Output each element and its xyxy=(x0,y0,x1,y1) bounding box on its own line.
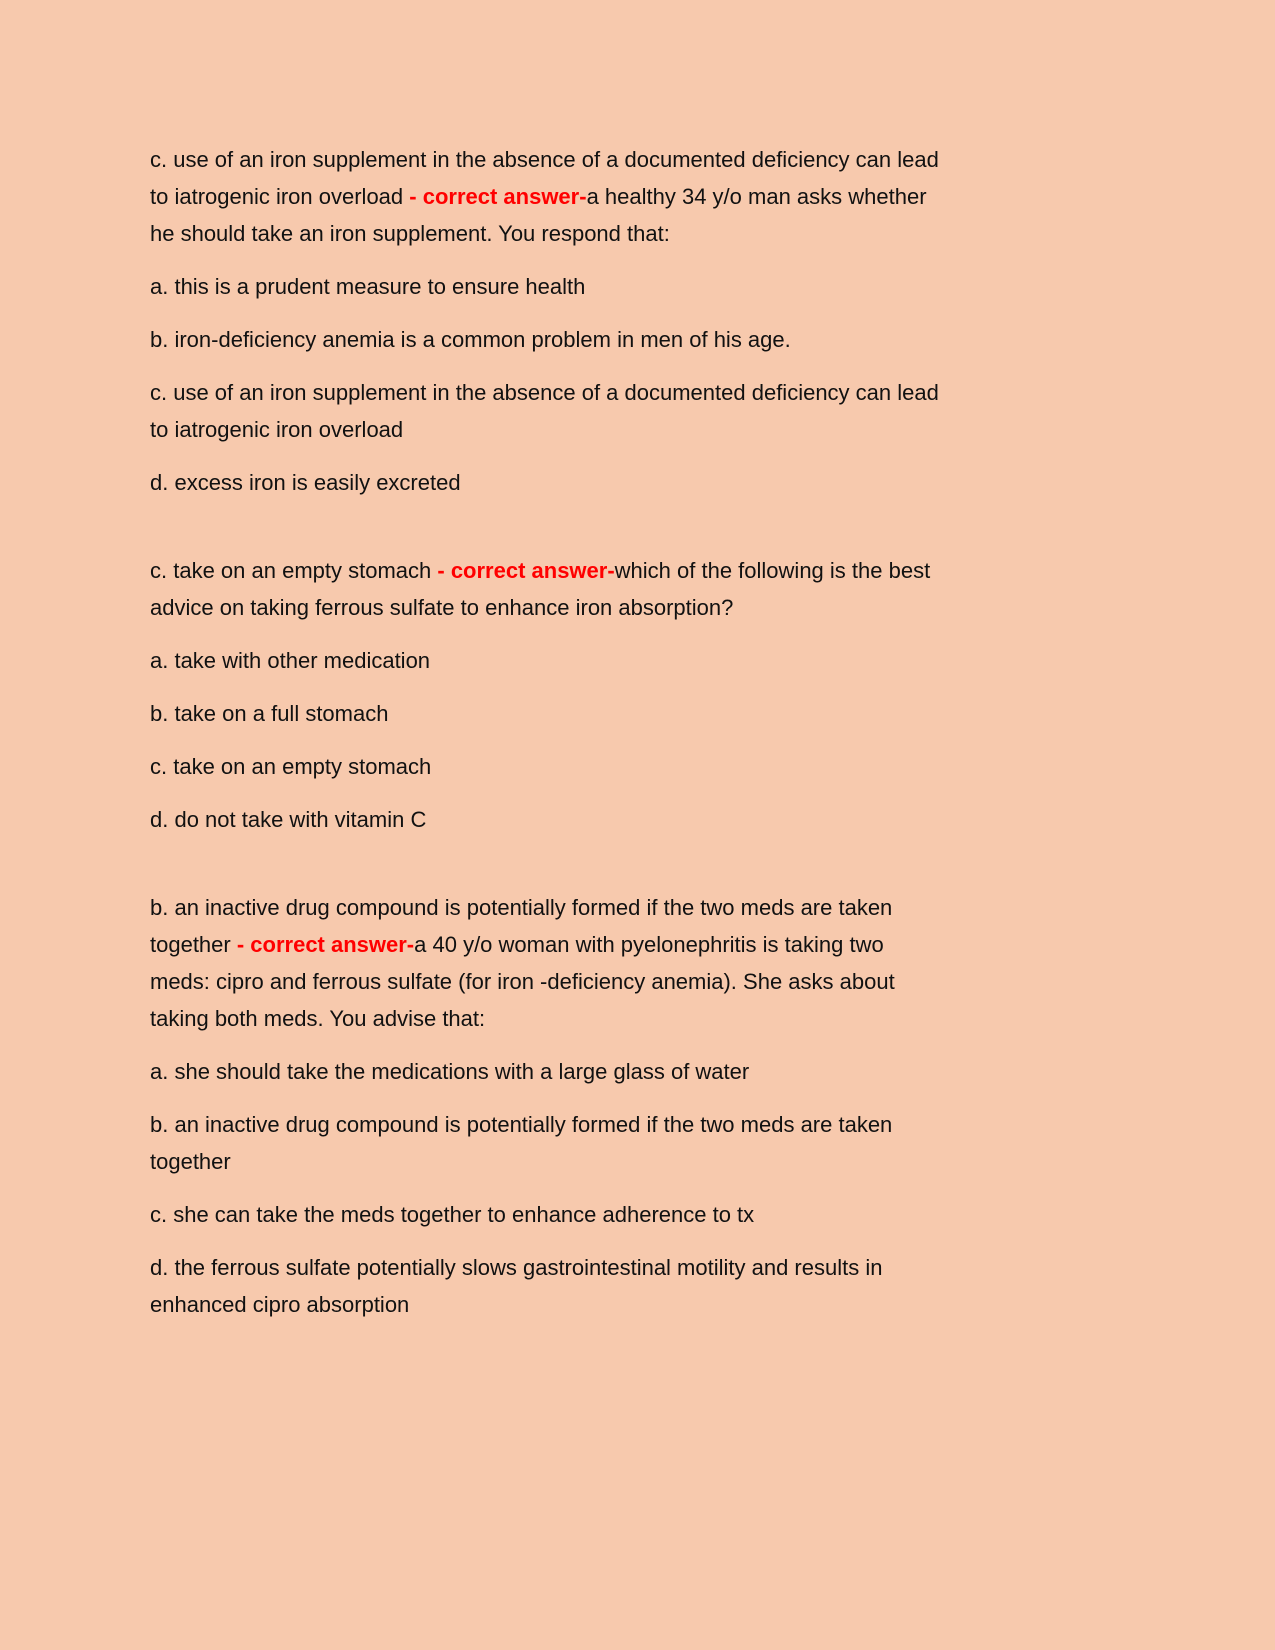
question-block-3 xyxy=(150,889,1130,1323)
option-text: a. this is a prudent measure to ensure health xyxy=(150,274,586,299)
option-text: c. use of an iron supplement in the absence of a documented deficiency can lead xyxy=(150,380,939,405)
question-header xyxy=(150,889,1130,1037)
option-text: c. she can take the meds together to enhance adherence to tx xyxy=(150,1202,755,1227)
question-header xyxy=(150,141,1130,252)
document-page xyxy=(150,141,1130,1374)
header-line: b. an inactive drug compound is potentially formed if the two meds are taken xyxy=(150,895,893,920)
correct-answer-marker: - correct answer- xyxy=(236,932,415,957)
header-line: he should take an iron supplement. You respond that: xyxy=(150,221,670,246)
answer-text: together xyxy=(150,932,237,957)
answer-text: to iatrogenic iron overload xyxy=(150,184,410,209)
option-a xyxy=(150,268,1130,305)
option-b xyxy=(150,695,1130,732)
option-text: d. excess iron is easily excreted xyxy=(150,470,461,495)
option-text: together xyxy=(150,1149,231,1174)
option-text: a. take with other medication xyxy=(150,648,431,673)
option-text: d. do not take with vitamin C xyxy=(150,807,427,832)
answer-text: c. take on an empty stomach xyxy=(150,558,438,583)
question-text: a healthy 34 y/o man asks whether xyxy=(586,184,927,209)
option-b xyxy=(150,1106,1130,1180)
question-text: a 40 y/o woman with pyelonephritis is taking two xyxy=(414,932,884,957)
option-text: a. she should take the medications with a large glass of water xyxy=(150,1059,750,1084)
option-a xyxy=(150,642,1130,679)
option-text: b. take on a full stomach xyxy=(150,701,389,726)
question-block-2 xyxy=(150,552,1130,838)
header-line: c. use of an iron supplement in the absence of a documented deficiency can lead xyxy=(150,147,939,172)
option-text: b. an inactive drug compound is potentially formed if the two meds are taken xyxy=(150,1112,893,1137)
option-d xyxy=(150,801,1130,838)
header-line xyxy=(150,926,1130,963)
question-block-1 xyxy=(150,141,1130,501)
option-d xyxy=(150,464,1130,501)
question-header xyxy=(150,552,1130,626)
option-text: c. take on an empty stomach xyxy=(150,754,432,779)
option-d xyxy=(150,1249,1130,1323)
option-c xyxy=(150,1196,1130,1233)
header-line: meds: cipro and ferrous sulfate (for iron -deficiency anemia). She asks about xyxy=(150,969,895,994)
header-line: taking both meds. You advise that: xyxy=(150,1006,486,1031)
option-text: enhanced cipro absorption xyxy=(150,1292,410,1317)
correct-answer-marker: - correct answer- xyxy=(409,184,587,209)
option-text: d. the ferrous sulfate potentially slows gastrointestinal motility and results in xyxy=(150,1255,883,1280)
header-line xyxy=(150,178,1130,215)
option-b xyxy=(150,321,1130,358)
option-text: to iatrogenic iron overload xyxy=(150,417,404,442)
option-c xyxy=(150,374,1130,448)
header-line: advice on taking ferrous sulfate to enhance iron absorption? xyxy=(150,595,734,620)
header-line xyxy=(150,552,1130,589)
option-text: b. iron-deficiency anemia is a common problem in men of his age. xyxy=(150,327,791,352)
option-c xyxy=(150,748,1130,785)
option-a xyxy=(150,1053,1130,1090)
correct-answer-marker: - correct answer- xyxy=(437,558,615,583)
question-text: which of the following is the best xyxy=(614,558,931,583)
